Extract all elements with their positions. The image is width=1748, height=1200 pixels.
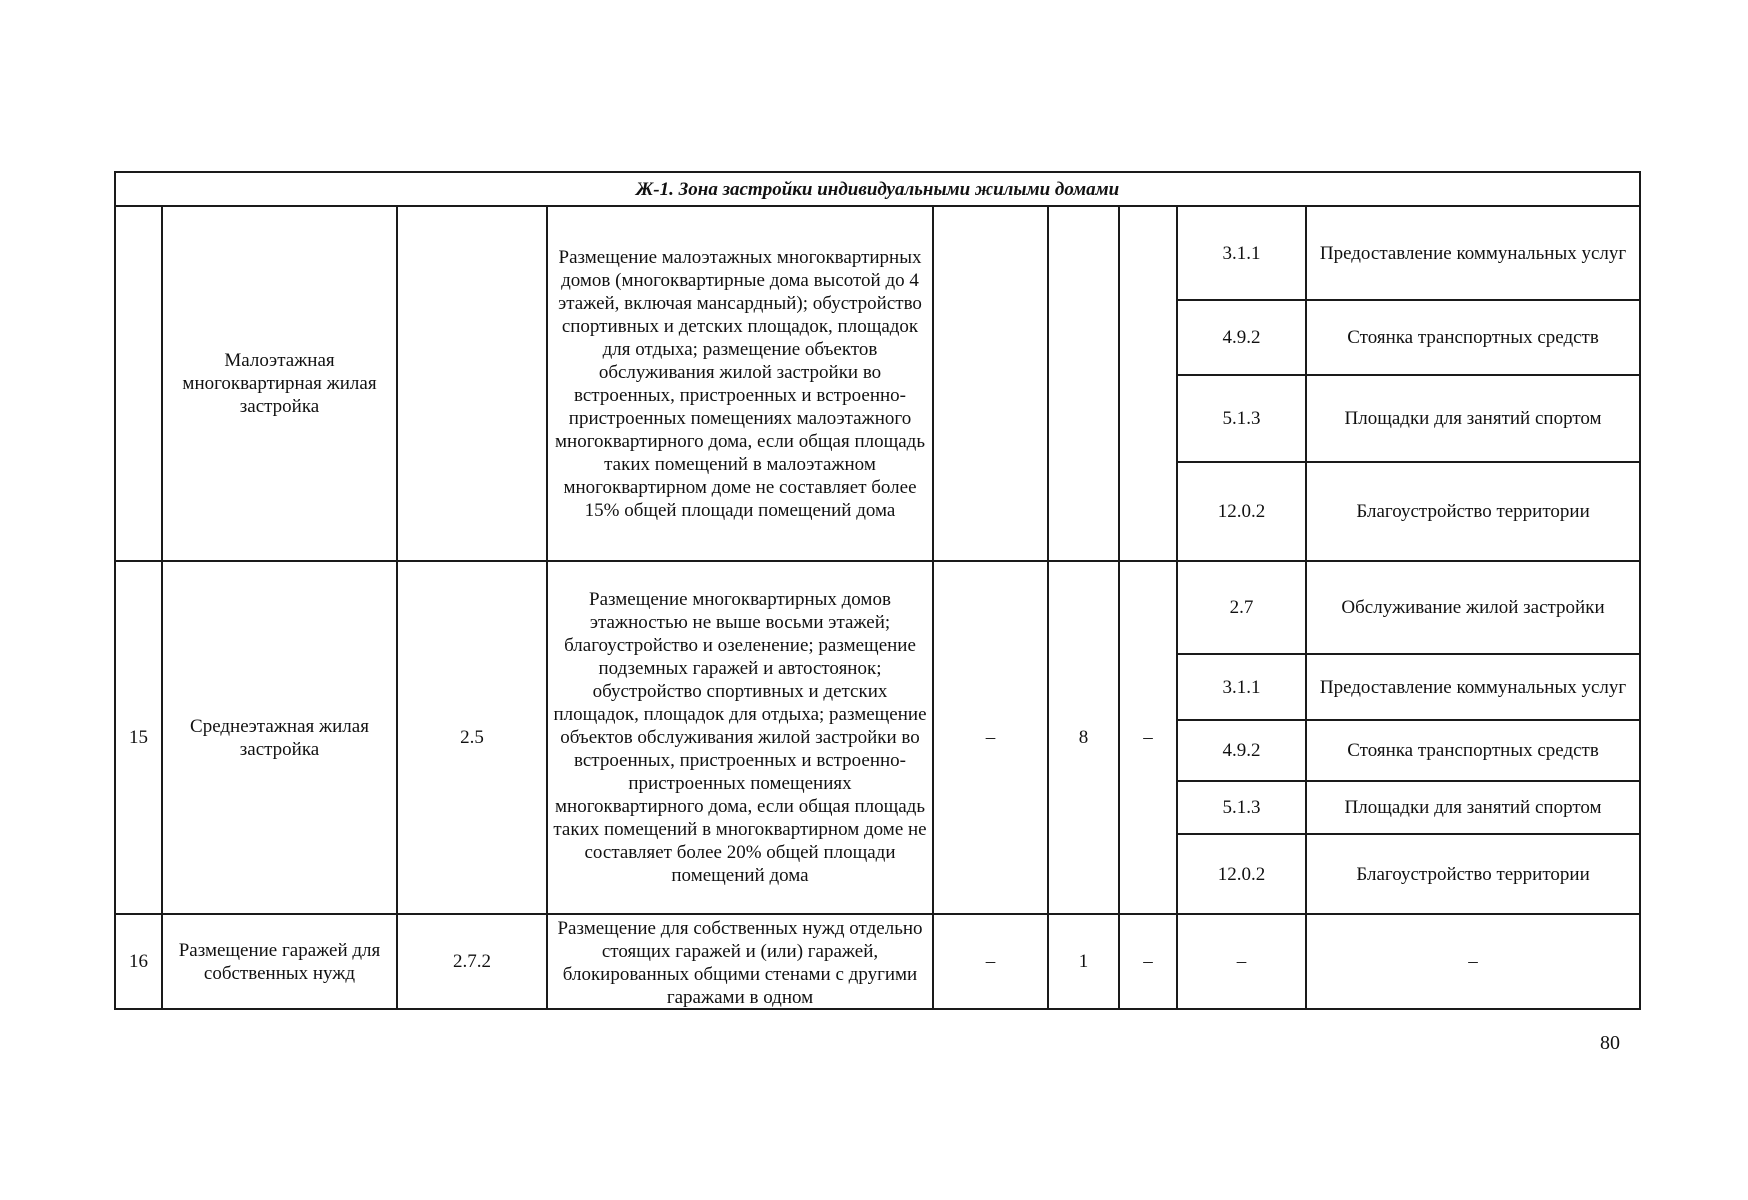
param-c <box>1119 206 1177 561</box>
aux-name: Предоставление коммунальных услуг <box>1306 206 1640 300</box>
aux-code: 4.9.2 <box>1177 720 1306 781</box>
aux-code: 12.0.2 <box>1177 834 1306 914</box>
aux-name: Предоставление коммунальных услуг <box>1306 654 1640 720</box>
land-use-name: Малоэтажная многоквартирная жилая застройка <box>162 206 397 561</box>
param-c: – <box>1119 914 1177 1009</box>
zone-table <box>114 171 1641 1010</box>
param-b <box>1048 206 1119 561</box>
aux-code: 5.1.3 <box>1177 781 1306 834</box>
zone-title: Ж-1. Зона застройки индивидуальными жилыми домами <box>115 172 1640 206</box>
land-use-description <box>547 914 933 1009</box>
aux-name: – <box>1306 914 1640 1009</box>
param-a: – <box>933 561 1048 914</box>
land-use-name: Размещение гаражей для собственных нужд <box>162 914 397 1009</box>
param-b: 8 <box>1048 561 1119 914</box>
aux-name: Площадки для занятий спортом <box>1306 781 1640 834</box>
aux-code: 2.7 <box>1177 561 1306 654</box>
aux-name: Стоянка транспортных средств <box>1306 300 1640 375</box>
aux-code: 5.1.3 <box>1177 375 1306 462</box>
land-use-description: Размещение многоквартирных домов этажностью не выше восьми этажей; благоустройство и озеленение; размещение подземных гаражей и автостоянок; обустройство спортивных и детских площадок, площадок для отдыха; размещение объектов обслуживания жилой застройки во встроенных, пристроенных и встроенно-пристроенных помещениях многоквартирного дома, если общая площадь таких помещений в многоквартирном доме не составляет более 20% общей площади помещений дома <box>547 561 933 914</box>
land-use-description: Размещение малоэтажных многоквартирных домов (многоквартирные дома высотой до 4 этажей, включая мансардный); обустройство спортивных и детских площадок, площадок для отдыха; размещение объектов обслуживания жилой застройки во встроенных, пристроенных и встроенно-пристроенных помещениях малоэтажного многоквартирного дома, если общая площадь таких помещений в малоэтажном многоквартирном доме не составляет более 15% общей площади помещений дома <box>547 206 933 561</box>
land-use-name: Среднеэтажная жилая застройка <box>162 561 397 914</box>
row-number <box>115 206 162 561</box>
row-number: 15 <box>115 561 162 914</box>
land-use-code: 2.7.2 <box>397 914 547 1009</box>
aux-name: Стоянка транспортных средств <box>1306 720 1640 781</box>
page-number: 80 <box>1600 1032 1620 1054</box>
aux-name: Площадки для занятий спортом <box>1306 375 1640 462</box>
aux-code: 3.1.1 <box>1177 654 1306 720</box>
aux-code: 12.0.2 <box>1177 462 1306 561</box>
aux-code: 4.9.2 <box>1177 300 1306 375</box>
param-c: – <box>1119 561 1177 914</box>
param-a <box>933 206 1048 561</box>
aux-code: 3.1.1 <box>1177 206 1306 300</box>
description-text: Размещение для собственных нужд отдельно стоящих гаражей и (или) гаражей, блокированных общими стенами с другими гаражами в одном <box>557 917 923 1007</box>
aux-name: Благоустройство территории <box>1306 462 1640 561</box>
aux-name: Благоустройство территории <box>1306 834 1640 914</box>
aux-name: Обслуживание жилой застройки <box>1306 561 1640 654</box>
param-b: 1 <box>1048 914 1119 1009</box>
land-use-code <box>397 206 547 561</box>
aux-code: – <box>1177 914 1306 1009</box>
param-a: – <box>933 914 1048 1009</box>
row-number: 16 <box>115 914 162 1009</box>
land-use-code: 2.5 <box>397 561 547 914</box>
